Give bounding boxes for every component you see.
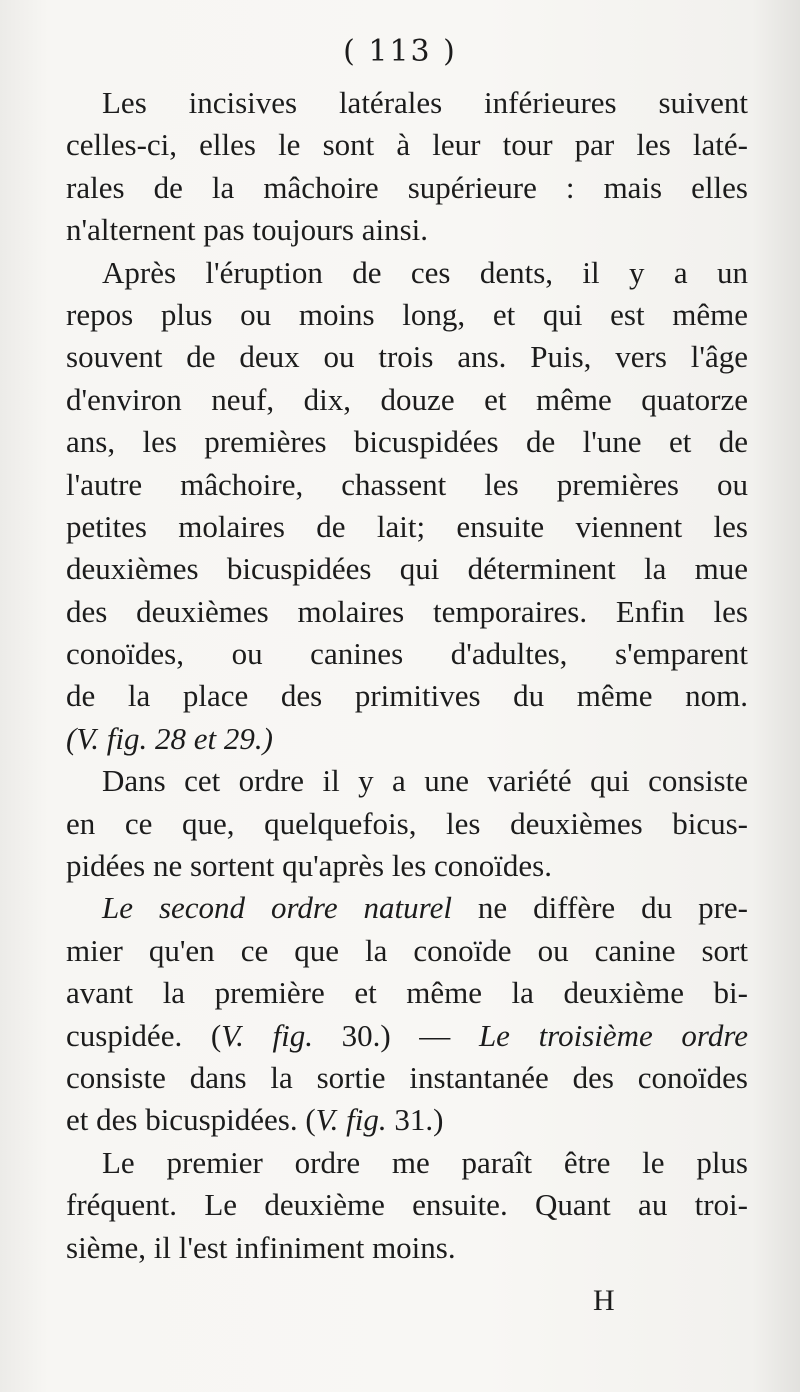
text-line: sième, il l'est infiniment moins.	[66, 1229, 456, 1265]
text-line: n'alternent pas toujours ainsi.	[66, 212, 429, 248]
figure-reference: (V. fig. 28 et 29.)	[66, 720, 273, 756]
figure-reference: V. fig.	[221, 1017, 313, 1053]
text-line: repos plus ou moins long, et qui est même	[66, 296, 748, 332]
text-line: Après l'éruption de ces dents, il y a un	[102, 254, 748, 290]
text-segment: cuspidée. (	[66, 1017, 222, 1053]
text-line: Dans cet ordre il y a une variété qui consiste	[102, 763, 748, 799]
figure-reference: V. fig.	[315, 1102, 387, 1138]
text-line: des deuxièmes molaires temporaires. Enfin les	[66, 593, 748, 629]
text-line: Les incisives latérales inférieures suivent	[102, 85, 748, 120]
text-line	[66, 887, 748, 929]
text-line: petites molaires de lait; ensuite viennent les	[66, 508, 748, 544]
page-body	[66, 82, 748, 1269]
italic-phrase: Le second ordre naturel	[102, 890, 452, 926]
text-line	[66, 1099, 748, 1141]
text-segment: 30.) —	[312, 1017, 479, 1053]
signature-mark: H	[593, 1284, 615, 1317]
text-segment: 31.)	[386, 1102, 444, 1138]
text-line: souvent de deux ou trois ans. Puis, vers l'âge	[66, 339, 748, 375]
text-line: ans, les premières bicuspidées de l'une et de	[66, 424, 748, 460]
page-number: ( 113 )	[343, 34, 457, 69]
text-line: deuxièmes bicuspidées qui déterminent la mue	[66, 551, 748, 587]
text-line: l'autre mâchoire, chassent les premières ou	[66, 466, 748, 502]
text-line: fréquent. Le deuxième ensuite. Quant au troi-	[66, 1187, 748, 1223]
text-segment: ne diffère du pre-	[451, 890, 748, 926]
text-line: en ce que, quelquefois, les deuxièmes bicus-	[66, 805, 748, 841]
text-line	[66, 1015, 748, 1057]
text-line: rales de la mâchoire supérieure : mais elles	[66, 169, 748, 205]
text-line: pidées ne sortent qu'après les conoïdes.	[66, 848, 552, 884]
text-line: Le premier ordre me paraît être le plus	[102, 1144, 748, 1180]
text-line: consiste dans la sortie instantanée des conoïdes	[66, 1059, 748, 1095]
text-line: mier qu'en ce que la conoïde ou canine sort	[66, 932, 748, 968]
text-segment: et des bicuspidées. (	[66, 1102, 316, 1138]
text-line: celles-ci, elles le sont à leur tour par les laté-	[66, 127, 748, 163]
italic-phrase: Le troisième ordre	[478, 1017, 749, 1053]
text-line: d'environ neuf, dix, douze et même quatorze	[66, 381, 748, 417]
text-line: conoïdes, ou canines d'adultes, s'emparent	[66, 636, 748, 672]
text-line: de la place des primitives du même nom.	[66, 678, 748, 714]
text-line: avant la première et même la deuxième bi-	[66, 975, 748, 1011]
